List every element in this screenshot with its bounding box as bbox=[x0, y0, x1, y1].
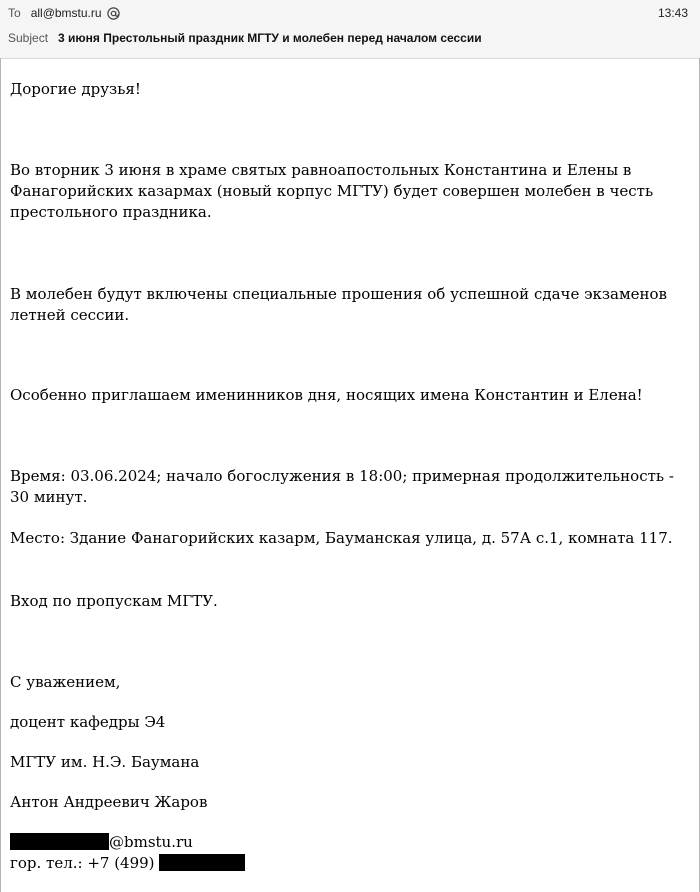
redacted-block bbox=[10, 833, 109, 850]
entry-info: Вход по пропускам МГТУ. bbox=[10, 592, 218, 610]
paragraph-prayers: В молебен будут включены специальные прошения об успешной сдаче экзаменов летней сессии. bbox=[10, 285, 668, 324]
subject-row bbox=[8, 28, 482, 48]
redacted-block bbox=[159, 854, 245, 871]
paragraph-invitation: Особенно приглашаем именинников дня, носящих имена Константин и Елена! bbox=[10, 386, 643, 404]
signature-phone bbox=[10, 853, 680, 874]
signature-regards: С уважением, bbox=[10, 673, 121, 691]
window-left-border bbox=[0, 58, 1, 892]
to-label: To bbox=[8, 6, 21, 20]
subject-label: Subject bbox=[8, 31, 49, 45]
message-time: 13:43 bbox=[657, 6, 688, 20]
subject-value: 3 июня Престольный праздник МГТУ и молебен перед началом сессии bbox=[58, 31, 482, 45]
at-sign-icon bbox=[107, 7, 120, 20]
recipient-address[interactable]: all@bmstu.ru bbox=[30, 6, 102, 20]
message-header bbox=[0, 0, 700, 59]
greeting: Дорогие друзья! bbox=[10, 80, 141, 98]
email-domain: @bmstu.ru bbox=[109, 833, 193, 851]
to-row bbox=[8, 3, 120, 23]
signature-university: МГТУ им. Н.Э. Баумана bbox=[10, 753, 200, 771]
time-info: Время: 03.06.2024; начало богослужения в 18:00; примерная продолжительность - 30 минут. bbox=[10, 467, 674, 506]
signature-name: Антон Андреевич Жаров bbox=[10, 793, 208, 811]
signature-position: доцент кафедры Э4 bbox=[10, 713, 166, 731]
phone-prefix: гор. тел.: +7 (499) bbox=[10, 854, 155, 872]
signature-email[interactable] bbox=[10, 832, 680, 853]
paragraph-service: Во вторник 3 июня в храме святых равноапостольных Константина и Елены в Фанагорийских казармах (новый корпус МГТУ) будет совершен молебен в честь престольного праздника. bbox=[10, 161, 654, 221]
place-info: Место: Здание Фанагорийских казарм, Бауманская улица, д. 57А с.1, комната 117. bbox=[10, 529, 673, 547]
